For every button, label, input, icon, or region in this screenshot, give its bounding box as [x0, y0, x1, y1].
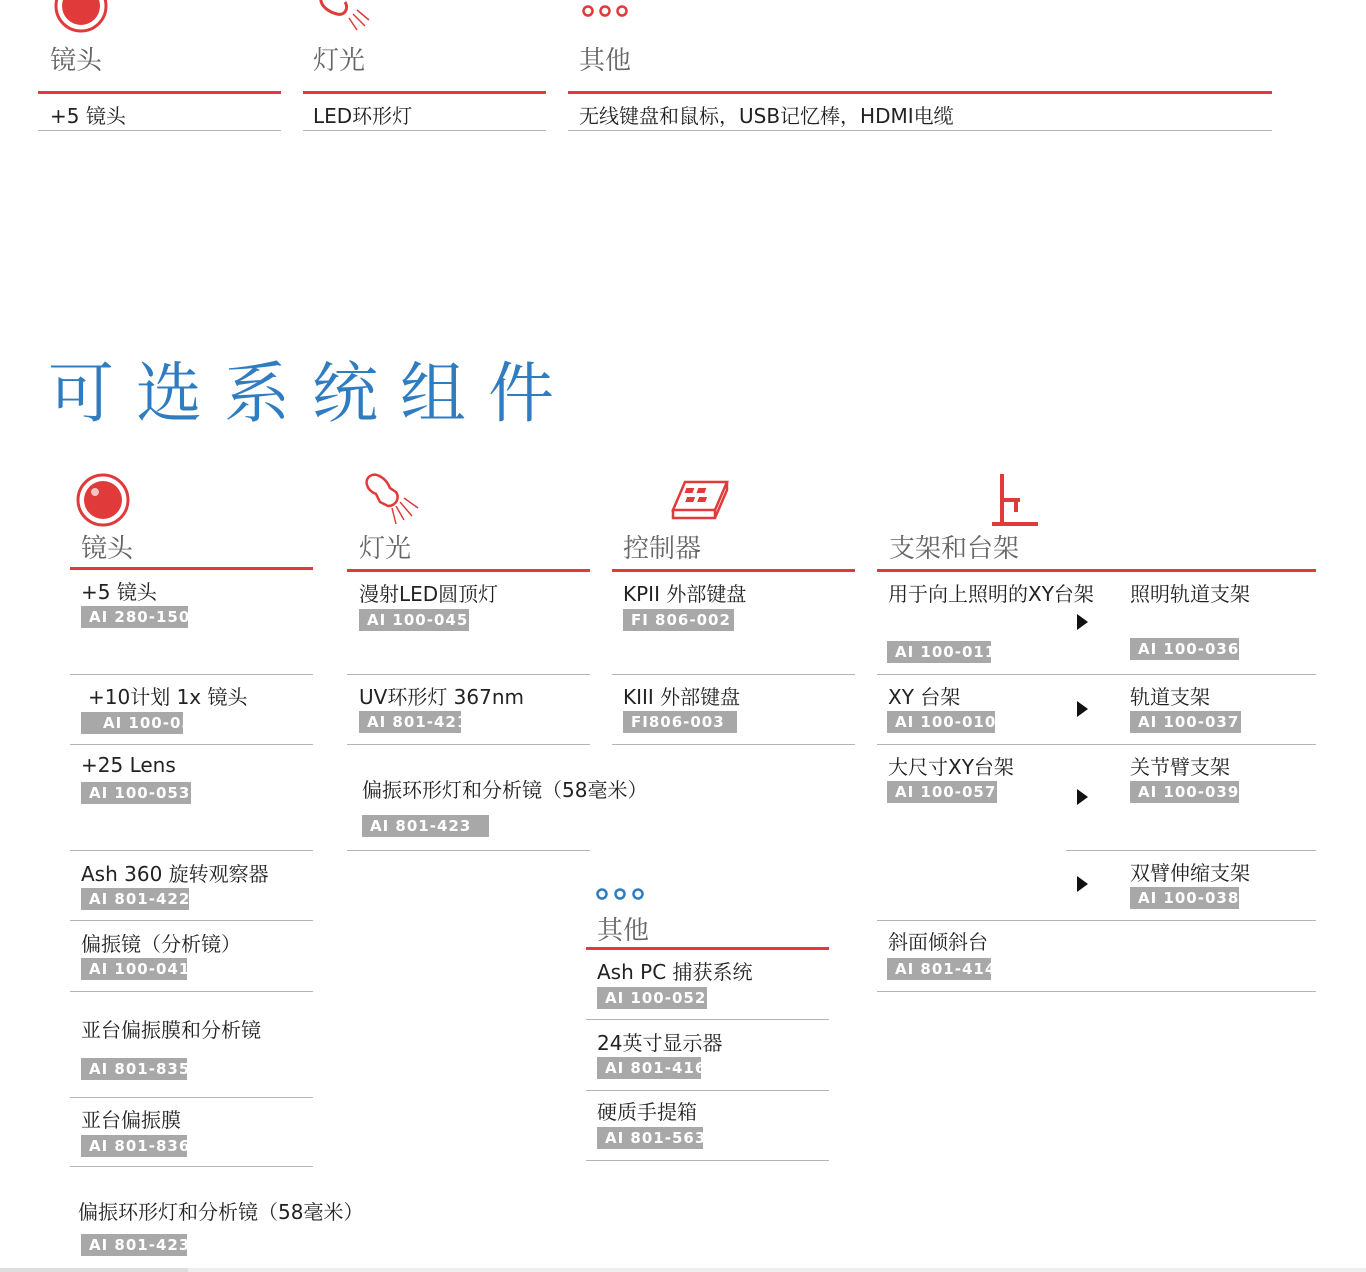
light-item-code: AI 801-423 — [362, 815, 489, 837]
lens-row-rule — [70, 1166, 313, 1167]
stand-right-item-code: AI 100-038 — [1130, 887, 1239, 909]
lens-item-code: AI 100-05 — [81, 712, 183, 734]
light-item-name: 漫射LED圆顶灯 — [359, 582, 499, 606]
stand-right-item-name: 照明轨道支架 — [1130, 582, 1250, 606]
other-row-rule — [586, 1160, 829, 1161]
lens-item-name: +5 镜头 — [81, 580, 157, 604]
controller-item-name: KIII 外部键盘 — [623, 685, 741, 709]
light-item-code: AI 100-045 — [359, 609, 469, 631]
lens-item-name: 偏振环形灯和分析镜（58毫米） — [78, 1200, 364, 1224]
keypad-icon — [671, 478, 729, 522]
controller-item-code: FI806-003 — [623, 711, 737, 733]
lens-item-name: Ash 360 旋转观察器 — [81, 862, 269, 886]
top-other-divider — [568, 91, 1272, 94]
lens-item-name: +25 Lens — [81, 753, 176, 777]
stand-left-item-name: 用于向上照明的XY台架 — [888, 582, 1094, 606]
lens-row-rule — [70, 991, 313, 992]
stand-left-item-code: AI 100-057 — [887, 781, 997, 803]
stand-divider — [877, 569, 1316, 572]
stand-right-item-name: 双臂伸缩支架 — [1130, 861, 1250, 885]
arrow-right-icon — [1077, 701, 1088, 717]
controller-item-code: FI 806-002 — [623, 609, 734, 631]
stand-right-item-name: 关节臂支架 — [1130, 755, 1230, 779]
lens-row-rule — [70, 920, 313, 921]
footer-strip-accent — [0, 1268, 188, 1272]
other-item-name: 24英寸显示器 — [597, 1031, 723, 1055]
top-light-item: LED环形灯 — [313, 104, 413, 128]
lens-icon — [75, 472, 131, 528]
top-other-item: 无线键盘和鼠标，USB记忆棒，HDMI电缆 — [579, 104, 954, 128]
top-light-label: 灯光 — [313, 46, 366, 76]
other-row-rule — [586, 1090, 829, 1091]
lens-row-rule — [70, 850, 313, 851]
light-icon — [315, 0, 375, 40]
other-label: 其他 — [597, 916, 650, 946]
controller-row-rule — [612, 674, 855, 675]
other-item-code: AI 801-416 — [597, 1057, 701, 1079]
light-icon — [362, 472, 424, 528]
arrow-right-icon — [1077, 876, 1088, 892]
top-lens-divider — [38, 91, 281, 94]
stand-row-rule — [877, 991, 1316, 992]
lens-item-code: AI 801-835 — [81, 1058, 187, 1080]
lens-divider — [70, 567, 313, 570]
controller-item-name: KPII 外部键盘 — [623, 582, 747, 606]
other-dots-icon — [580, 3, 632, 19]
top-lens-rule — [38, 130, 281, 131]
stand-right-item-code: AI 100-039 — [1130, 781, 1239, 803]
lens-item-code: AI 801-836 — [81, 1135, 187, 1157]
light-item-name: 偏振环形灯和分析镜（58毫米） — [362, 778, 648, 802]
top-light-divider — [303, 91, 546, 94]
lens-item-name: 偏振镜（分析镜） — [81, 932, 241, 956]
light-row-rule — [347, 850, 590, 851]
stand-row-rule — [877, 674, 1316, 675]
stand-left-item-name: 大尺寸XY台架 — [888, 755, 1014, 779]
lens-item-code: AI 801-423 — [81, 1234, 187, 1256]
lens-row-rule — [70, 674, 313, 675]
stand-label: 支架和台架 — [889, 534, 1020, 564]
stand-right-item-code: AI 100-036 — [1130, 638, 1239, 660]
top-lens-label: 镜头 — [50, 46, 103, 76]
other-dots-icon — [594, 886, 648, 902]
other-divider — [586, 947, 829, 950]
lens-item-code: AI 100-053 — [81, 782, 191, 804]
light-item-code: AI 801-421 — [359, 711, 461, 733]
stand-right-item-code: AI 100-037 — [1130, 711, 1241, 733]
controller-row-rule — [612, 744, 855, 745]
stand-right-item-name: 轨道支架 — [1130, 685, 1210, 709]
light-divider — [347, 569, 590, 572]
arrow-right-icon — [1077, 614, 1088, 630]
stand-left-item-code: AI 801-414 — [887, 958, 991, 980]
stand-left-item-code: AI 100-011 — [887, 641, 991, 663]
light-label: 灯光 — [359, 534, 412, 564]
lens-row-rule — [70, 1097, 313, 1098]
section-title: 可选系统组件 — [48, 355, 576, 432]
lens-item-name: 亚台偏振膜和分析镜 — [81, 1018, 261, 1042]
light-row-rule — [347, 674, 590, 675]
controller-divider — [612, 569, 855, 572]
stand-left-item-code: AI 100-010 — [887, 711, 995, 733]
top-light-rule — [303, 130, 546, 131]
light-row-rule — [347, 744, 590, 745]
lens-icon — [54, 0, 108, 38]
other-item-code: AI 100-052 — [597, 987, 707, 1009]
top-other-label: 其他 — [579, 46, 632, 76]
lens-item-name: +10计划 1x 镜头 — [88, 685, 248, 709]
lens-item-name: 亚台偏振膜 — [81, 1108, 181, 1132]
other-item-name: 硬质手提箱 — [597, 1100, 697, 1124]
stand-row-rule — [877, 744, 1316, 745]
top-other-rule — [568, 130, 1272, 131]
light-item-name: UV环形灯 367nm — [359, 685, 525, 709]
stand-row-rule — [877, 920, 1316, 921]
other-item-name: Ash PC 捕获系统 — [597, 960, 753, 984]
top-lens-item: +5 镜头 — [50, 104, 126, 128]
lens-label: 镜头 — [81, 534, 134, 564]
lens-item-code: AI 280-150 — [81, 606, 188, 628]
footer-strip — [0, 1268, 1366, 1272]
stand-row-rule — [1066, 850, 1316, 851]
stand-left-item-name: XY 台架 — [888, 685, 961, 709]
lens-row-rule — [70, 744, 313, 745]
other-item-code: AI 801-563 — [597, 1127, 703, 1149]
controller-label: 控制器 — [623, 534, 702, 564]
lens-item-code: AI 100-041 — [81, 958, 187, 980]
stand-left-item-name: 斜面倾斜台 — [888, 930, 988, 954]
other-row-rule — [586, 1019, 829, 1020]
lens-item-code: AI 801-422 — [81, 888, 189, 910]
stand-icon — [990, 470, 1040, 528]
arrow-right-icon — [1077, 789, 1088, 805]
